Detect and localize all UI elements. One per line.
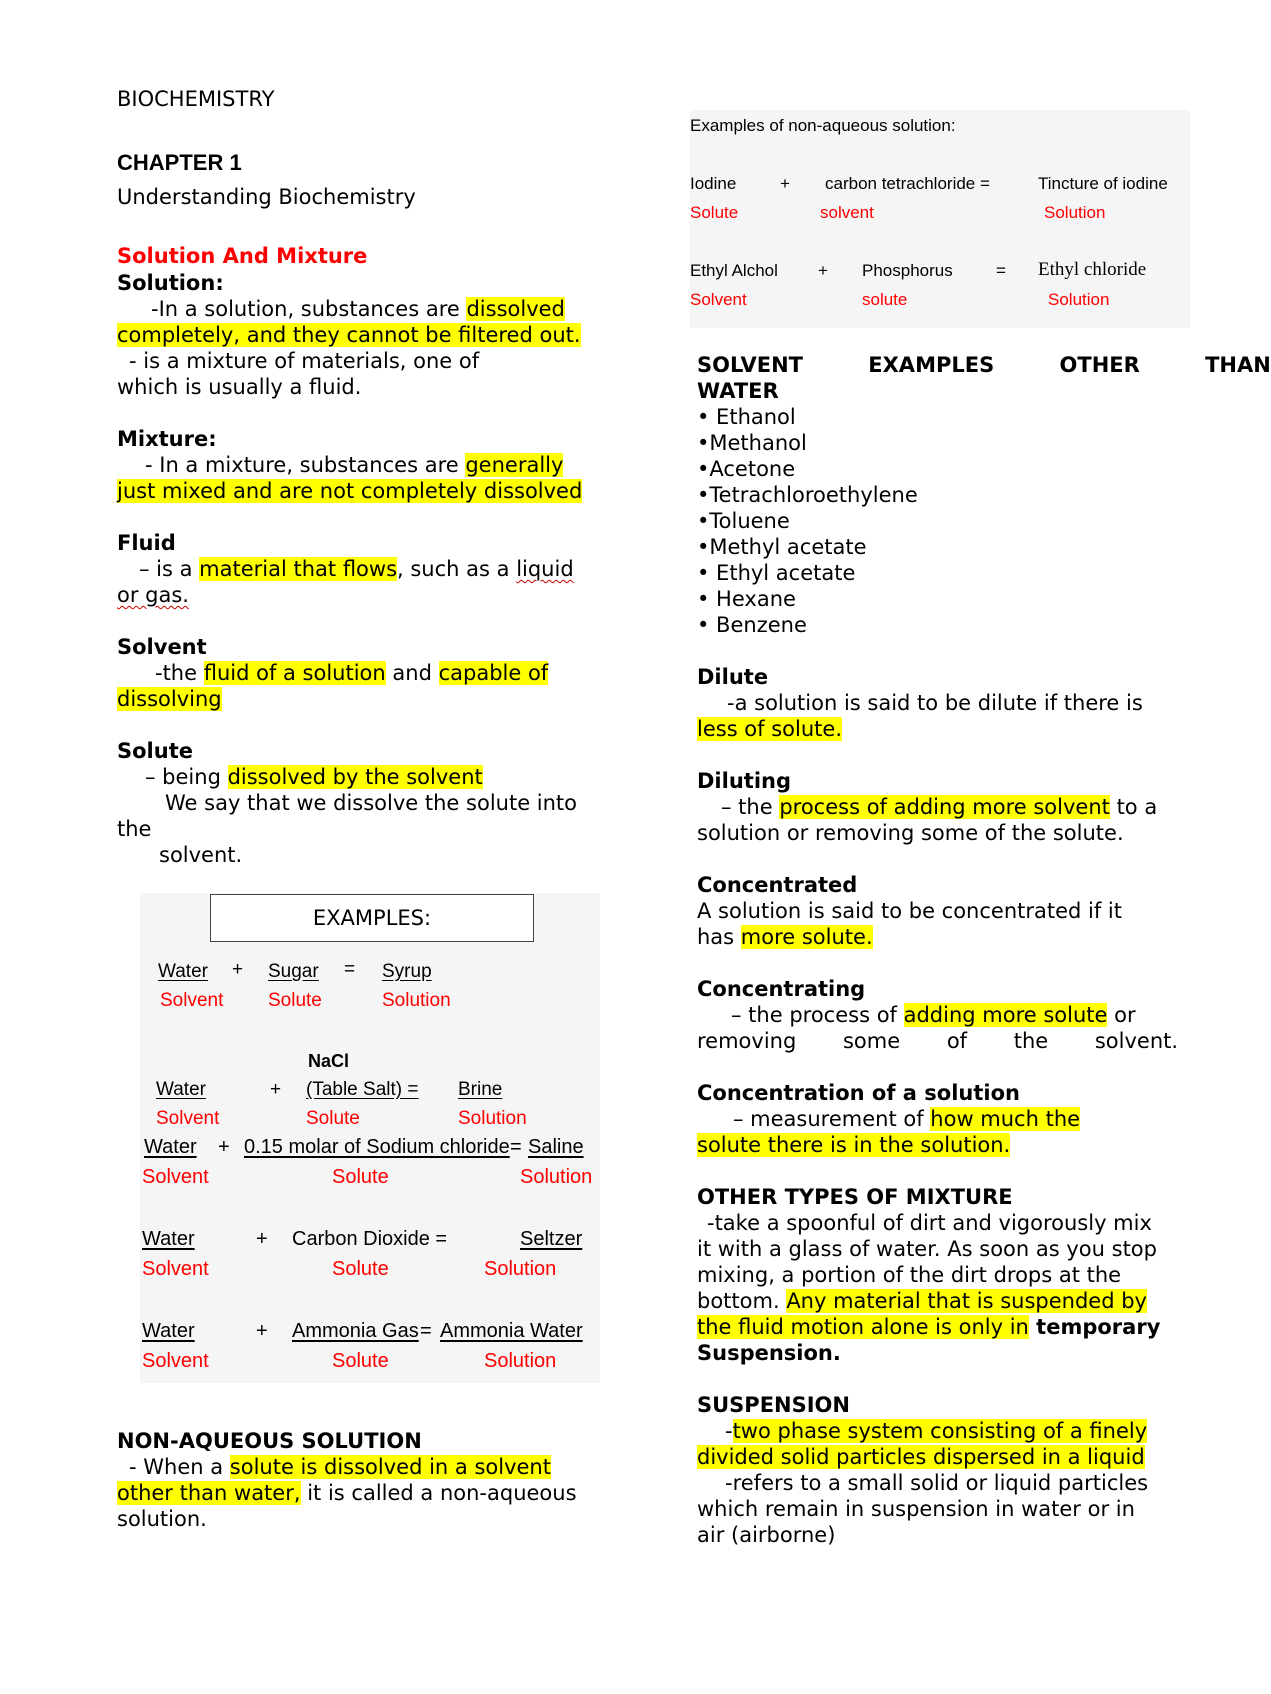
solution-line-4: which is usually a fluid. bbox=[117, 375, 362, 399]
nonaqueous-heading: NON-AQUEOUS SOLUTION bbox=[117, 1429, 422, 1453]
solvent-item-4: •Toluene bbox=[697, 509, 790, 533]
other-mixture-line-2: it with a glass of water. As soon as you stop bbox=[697, 1237, 1157, 1261]
ex1-plus: + bbox=[232, 959, 244, 980]
concentrating-heading: Concentrating bbox=[697, 977, 866, 1001]
ex4-solvent: Solvent bbox=[142, 1258, 209, 1280]
suspension-line-3: -refers to a small solid or liquid particles bbox=[725, 1471, 1149, 1495]
ex2-brine: Brine bbox=[458, 1079, 503, 1100]
solution-heading: Solution: bbox=[117, 271, 224, 295]
ex2-solution: Solution bbox=[458, 1108, 527, 1129]
ex3-solute: Solute bbox=[332, 1166, 389, 1188]
other-mixture-line-3: mixing, a portion of the dirt drops at the bbox=[697, 1263, 1122, 1287]
section-heading: Solution And Mixture bbox=[117, 244, 368, 268]
solute-heading: Solute bbox=[117, 739, 193, 763]
nonaq-ex2-solvent: Solvent bbox=[690, 290, 747, 309]
ex3-sodium-chloride: 0.15 molar of Sodium chloride bbox=[244, 1136, 510, 1158]
ex3-saline: Saline bbox=[528, 1136, 584, 1158]
other-mixture-line-5: the fluid motion alone is only in temporary bbox=[697, 1315, 1161, 1339]
solute-line-4: solvent. bbox=[159, 843, 243, 867]
nonaq-ex1-carbon-tet: carbon tetrachloride = bbox=[825, 174, 990, 193]
diluting-line-2: solution or removing some of the solute. bbox=[697, 821, 1124, 845]
ex1-sugar: Sugar bbox=[268, 961, 319, 982]
solvent-item-7: • Hexane bbox=[697, 587, 796, 611]
nonaq-ex2-plus: + bbox=[818, 261, 828, 280]
nonaq-ex1-solvent: solvent bbox=[820, 203, 874, 222]
other-mixture-heading: OTHER TYPES OF MIXTURE bbox=[697, 1185, 1013, 1209]
nonaq-ex1-tincture: Tincture of iodine bbox=[1038, 174, 1168, 193]
mixture-heading: Mixture: bbox=[117, 427, 217, 451]
ex1-solute: Solute bbox=[268, 990, 322, 1011]
nonaq-ex2-solution: Solution bbox=[1048, 290, 1110, 309]
solvent-heading: Solvent bbox=[117, 635, 207, 659]
nonaq-ex-title: Examples of non-aqueous solution: bbox=[690, 116, 956, 135]
other-mixture-line-4: bottom. Any material that is suspended by bbox=[697, 1289, 1147, 1313]
ex3-equals: = bbox=[510, 1136, 522, 1158]
ex3-plus: + bbox=[218, 1136, 230, 1158]
ex5-ammonia-water: Ammonia Water bbox=[440, 1320, 583, 1342]
nonaqueous-examples-figure bbox=[690, 110, 1190, 328]
examples-figure-top bbox=[140, 893, 600, 1133]
doc-title: BIOCHEMISTRY bbox=[117, 87, 275, 111]
ex2-solute: Solute bbox=[306, 1108, 360, 1129]
solvent-line-1: -the fluid of a solution and capable of bbox=[155, 661, 549, 685]
nonaqueous-line-1: - When a solute is dissolved in a solvent bbox=[129, 1455, 551, 1479]
ex5-solute: Solute bbox=[332, 1350, 389, 1372]
chapter-heading: CHAPTER 1 bbox=[117, 150, 242, 175]
ex1-syrup: Syrup bbox=[382, 961, 432, 982]
nonaq-ex1-solute: Solute bbox=[690, 203, 739, 222]
ex4-carbon-dioxide: Carbon Dioxide = bbox=[292, 1228, 448, 1250]
solute-line-1: – being dissolved by the solvent bbox=[145, 765, 483, 789]
ex2-table-salt: (Table Salt) = bbox=[306, 1079, 419, 1100]
ex1-water: Water bbox=[158, 961, 208, 982]
ex1-solvent: Solvent bbox=[160, 990, 224, 1011]
nonaq-ex2-solute: solute bbox=[862, 290, 908, 309]
solvent-line-2: dissolving bbox=[117, 687, 222, 711]
solvent-examples-heading-text: SOLVENT EXAMPLES OTHER THAN bbox=[697, 353, 1271, 377]
suspension-heading: SUSPENSION bbox=[697, 1393, 850, 1417]
concentrated-line-2: has more solute. bbox=[697, 925, 873, 949]
fluid-line-1: – is a material that flows, such as a liquid bbox=[139, 557, 574, 581]
diluting-heading: Diluting bbox=[697, 769, 791, 793]
concentrated-line-1: A solution is said to be concentrated if it bbox=[697, 899, 1123, 923]
ex4-seltzer: Seltzer bbox=[520, 1228, 583, 1250]
ex1-equals: = bbox=[344, 959, 356, 980]
concentration-solution-line-1: – measurement of how much the bbox=[733, 1107, 1081, 1131]
examples-figure-bottom bbox=[140, 1133, 600, 1383]
ex4-plus: + bbox=[256, 1228, 268, 1250]
mixture-line-2: just mixed and are not completely dissolved bbox=[117, 479, 583, 503]
ex2-water: Water bbox=[156, 1079, 206, 1100]
solute-line-3: the bbox=[117, 817, 152, 841]
diluting-line-1: – the process of adding more solvent to a bbox=[721, 795, 1158, 819]
solution-line-1: -In a solution, substances are dissolved bbox=[151, 297, 565, 321]
solution-line-3: - is a mixture of materials, one of bbox=[129, 349, 480, 373]
suspension-line-2: divided solid particles dispersed in a liquid bbox=[697, 1445, 1145, 1469]
nonaq-ex2-equals: = bbox=[996, 261, 1006, 280]
solvent-item-3: •Tetrachloroethylene bbox=[697, 483, 918, 507]
nonaqueous-line-2: other than water, it is called a non-aqueous bbox=[117, 1481, 577, 1505]
ex5-ammonia-gas: Ammonia Gas bbox=[292, 1320, 419, 1342]
ex5-solvent: Solvent bbox=[142, 1350, 209, 1372]
concentrating-line-2: removing some of the solvent. bbox=[697, 1029, 1179, 1053]
ex5-plus: + bbox=[256, 1320, 268, 1342]
ex5-equals: = bbox=[420, 1320, 432, 1342]
suspension-line-1: -two phase system consisting of a finely bbox=[725, 1419, 1148, 1443]
ex4-solution: Solution bbox=[484, 1258, 557, 1280]
ex2-plus: + bbox=[270, 1079, 282, 1100]
nonaq-ex1-plus: + bbox=[780, 174, 790, 193]
solution-line-2: completely, and they cannot be filtered out. bbox=[117, 323, 581, 347]
ex5-water: Water bbox=[142, 1320, 195, 1342]
mixture-line-1: - In a mixture, substances are generally bbox=[145, 453, 564, 477]
concentration-solution-heading: Concentration of a solution bbox=[697, 1081, 1020, 1105]
nonaq-ex2-ethyl-chloride: Ethyl chloride bbox=[1038, 259, 1147, 280]
solute-line-2: We say that we dissolve the solute into bbox=[165, 791, 578, 815]
ex4-solute: Solute bbox=[332, 1258, 389, 1280]
ex2-nacl: NaCl bbox=[308, 1051, 350, 1071]
concentration-solution-line-2: solute there is in the solution. bbox=[697, 1133, 1011, 1157]
dilute-line-2: less of solute. bbox=[697, 717, 842, 741]
solvent-examples-heading-2: WATER bbox=[697, 379, 779, 403]
concentrated-heading: Concentrated bbox=[697, 873, 858, 897]
ex4-water: Water bbox=[142, 1228, 195, 1250]
solvent-item-6: • Ethyl acetate bbox=[697, 561, 856, 585]
solvent-item-5: •Methyl acetate bbox=[697, 535, 867, 559]
ex1-solution: Solution bbox=[382, 990, 451, 1011]
concentrating-line-1: – the process of adding more solute or bbox=[731, 1003, 1136, 1027]
nonaq-ex2-ethyl-alchol: Ethyl Alchol bbox=[690, 261, 778, 280]
solvent-item-1: •Methanol bbox=[697, 431, 807, 455]
nonaq-ex2-phosphorus: Phosphorus bbox=[862, 261, 953, 280]
solvent-item-2: •Acetone bbox=[697, 457, 796, 481]
chapter-subtitle: Understanding Biochemistry bbox=[117, 185, 416, 209]
nonaq-ex1-solution: Solution bbox=[1044, 203, 1106, 222]
ex3-solution: Solution bbox=[520, 1166, 593, 1188]
other-mixture-line-1: -take a spoonful of dirt and vigorously mix bbox=[707, 1211, 1152, 1235]
suspension-line-5: air (airborne) bbox=[697, 1523, 836, 1547]
nonaqueous-line-3: solution. bbox=[117, 1507, 207, 1531]
ex2-solvent: Solvent bbox=[156, 1108, 220, 1129]
ex3-solvent: Solvent bbox=[142, 1166, 209, 1188]
dilute-heading: Dilute bbox=[697, 665, 769, 689]
ex5-solution: Solution bbox=[484, 1350, 557, 1372]
solvent-examples-heading-1 bbox=[697, 352, 1271, 378]
fluid-line-2: or gas. bbox=[117, 583, 189, 607]
other-mixture-line-6: Suspension. bbox=[697, 1341, 841, 1365]
fluid-heading: Fluid bbox=[117, 531, 176, 555]
solvent-item-0: • Ethanol bbox=[697, 405, 796, 429]
suspension-line-4: which remain in suspension in water or in bbox=[697, 1497, 1135, 1521]
nonaq-ex1-iodine: Iodine bbox=[690, 174, 737, 193]
solvent-item-8: • Benzene bbox=[697, 613, 807, 637]
dilute-line-1: -a solution is said to be dilute if there is bbox=[727, 691, 1143, 715]
examples-box-title: EXAMPLES: bbox=[210, 894, 534, 942]
ex3-water: Water bbox=[144, 1136, 197, 1158]
